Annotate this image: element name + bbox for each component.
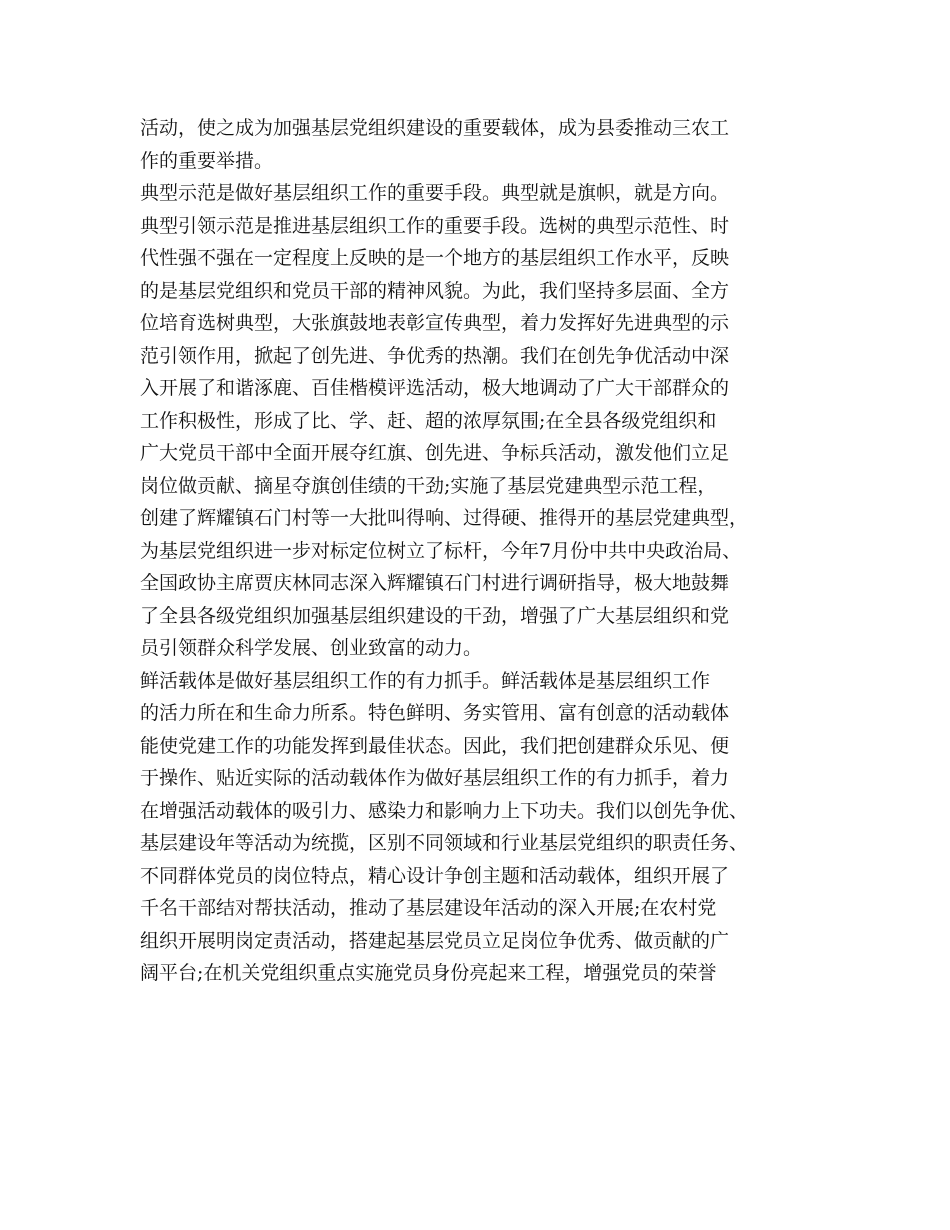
text-line: 不同群体党员的岗位特点，精心设计争创主题和活动载体，组织开展了: [140, 864, 730, 887]
text-line: 创建了辉耀镇石门村等一大批叫得响、过得硬、推得开的基层党建典型，: [140, 507, 749, 529]
text-line: 作的重要举措。: [140, 149, 274, 172]
text-line: 范引领作用，掀起了创先进、争优秀的热潮。我们在创先争优活动中深: [140, 344, 730, 367]
paragraph-start-line: 典型示范是做好基层组织工作的重要手段。典型就是旗帜，就是方向。: [140, 182, 730, 204]
text-line: 的活力所在和生命力所系。特色鲜明、务实管用、富有创意的活动载体: [140, 702, 730, 724]
text-line: 了全县各级党组织加强基层组织建设的干劲，增强了广大基层组织和党: [140, 604, 730, 627]
text-line: 岗位做贡献、摘星夺旗创佳绩的干劲;实施了基层党建典型示范工程，: [140, 474, 717, 497]
text-line: 入开展了和谐涿鹿、百佳楷模评选活动，极大地调动了广大干部群众的: [140, 377, 730, 399]
paragraph-start-line: 鲜活载体是做好基层组织工作的有力抓手。鲜活载体是基层组织工作: [140, 669, 711, 692]
text-line: 活动，使之成为加强基层党组织建设的重要载体，成为县委推动三农工: [140, 117, 730, 139]
text-line: 全国政协主席贾庆林同志深入辉耀镇石门村进行调研指导，极大地鼓舞: [140, 572, 730, 594]
text-line: 基层建设年等活动为统揽，区别不同领域和行业基层党组织的职责任务、: [140, 832, 749, 854]
text-line: 代性强不强在一定程度上反映的是一个地方的基层组织工作水平，反映: [140, 247, 730, 269]
text-line: 于操作、贴近实际的活动载体作为做好基层组织工作的有力抓手，着力: [140, 767, 730, 789]
body-text: [140, 112, 830, 990]
text-line: 的是基层党组织和党员干部的精神风貌。为此，我们坚持多层面、全方: [140, 279, 730, 302]
text-line: 为基层党组织进一步对标定位树立了标杆，今年7月份中共中央政治局、: [140, 539, 742, 562]
text-line: 阔平台;在机关党组织重点实施党员身份亮起来工程，增强党员的荣誉: [140, 962, 717, 984]
text-line: 在增强活动载体的吸引力、感染力和影响力上下功夫。我们以创先争优、: [140, 799, 749, 822]
text-line: 能使党建工作的功能发挥到最佳状态。因此，我们把创建群众乐见、便: [140, 734, 730, 757]
text-line: 广大党员干部中全面开展夺红旗、创先进、争标兵活动，激发他们立足: [140, 442, 730, 464]
text-line: 工作积极性，形成了比、学、赶、超的浓厚氛围;在全县各级党组织和: [140, 409, 717, 432]
text-line: 员引领群众科学发展、创业致富的动力。: [140, 637, 483, 659]
text-line: 组织开展明岗定责活动，搭建起基层党员立足岗位争优秀、做贡献的广: [140, 929, 730, 952]
text-line: 千名干部结对帮扶活动，推动了基层建设年活动的深入开展;在农村党: [140, 897, 717, 919]
text-line: 位培育选树典型，大张旗鼓地表彰宣传典型，着力发挥好先进典型的示: [140, 312, 730, 334]
text-line: 典型引领示范是推进基层组织工作的重要手段。选树的典型示范性、时: [140, 214, 730, 237]
